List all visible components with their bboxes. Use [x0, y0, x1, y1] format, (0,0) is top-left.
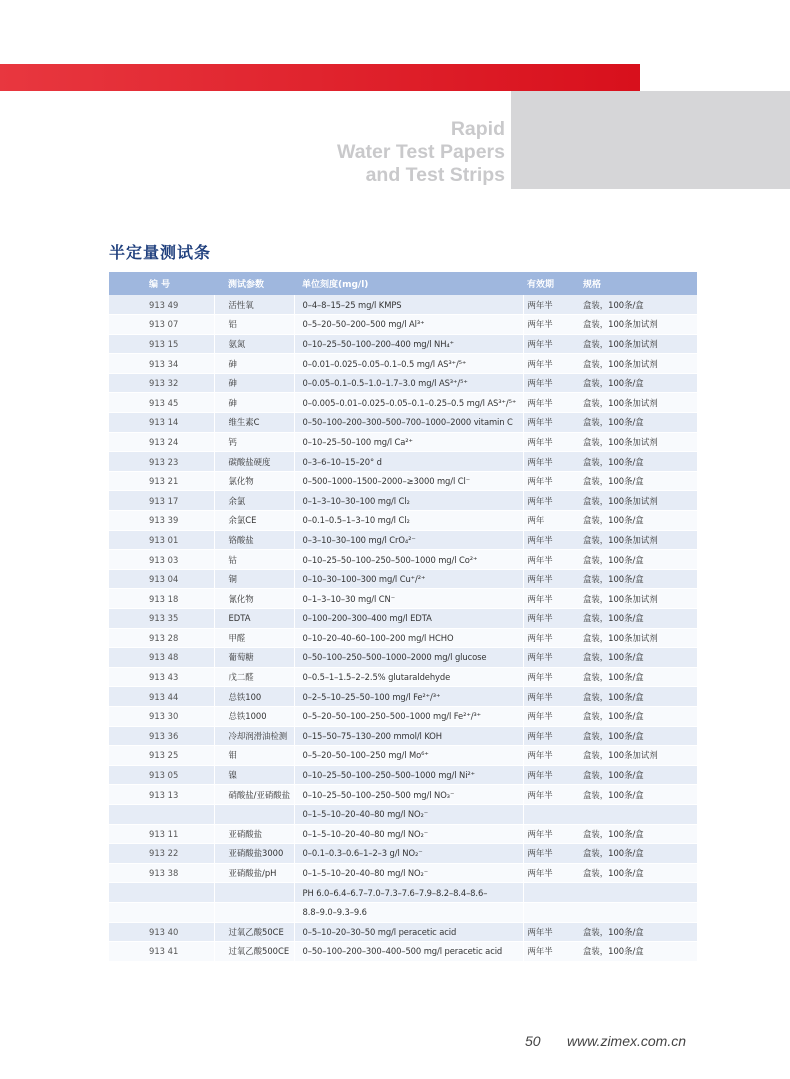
cell-parameter: 氰化物 — [214, 589, 294, 609]
cell-code — [109, 804, 214, 824]
cell-scale: 0–0.5–1–1.5–2–2.5% glutaraldehyde — [294, 667, 523, 687]
table-row — [109, 726, 697, 746]
cell-shelf-life: 两年半 — [523, 569, 579, 589]
table-row — [109, 804, 697, 824]
cell-parameter: 过氧乙酸50CE — [214, 922, 294, 942]
cell-packaging: 盒装，100条/盒 — [579, 844, 697, 864]
cell-parameter: 亚硝酸盐/pH — [214, 863, 294, 883]
cell-parameter: 总铁100 — [214, 687, 294, 707]
cell-shelf-life: 两年半 — [523, 942, 579, 962]
cell-packaging: 盒装，100条/盒 — [579, 511, 697, 531]
table-row — [109, 452, 697, 472]
cell-parameter: 戊二醛 — [214, 667, 294, 687]
cell-packaging: 盒装，100条加试剂 — [579, 530, 697, 550]
cell-shelf-life: 两年半 — [523, 628, 579, 648]
title-line-3: and Test Strips — [365, 164, 505, 186]
cell-scale: 0–0.1–0.5–1–3–10 mg/l Cl₂ — [294, 511, 523, 531]
cell-code: 913 30 — [109, 706, 214, 726]
cell-shelf-life: 两年半 — [523, 295, 579, 315]
cell-parameter: 铝 — [214, 315, 294, 335]
cell-parameter: 总铁1000 — [214, 706, 294, 726]
header-parameter: 测试参数 — [228, 280, 265, 290]
table-row — [109, 432, 697, 452]
product-table — [109, 272, 697, 962]
cell-packaging: 盒装，100条加试剂 — [579, 491, 697, 511]
cell-shelf-life: 两年半 — [523, 922, 579, 942]
cell-shelf-life: 两年半 — [523, 491, 579, 511]
cell-scale: 0–10–30–100–300 mg/l Cu⁺/²⁺ — [294, 569, 523, 589]
cell-parameter: 砷 — [214, 373, 294, 393]
cell-packaging: 盒装，100条/盒 — [579, 824, 697, 844]
cell-shelf-life: 两年半 — [523, 706, 579, 726]
cell-scale: 0–10–20–40–60–100–200 mg/l HCHO — [294, 628, 523, 648]
cell-code: 913 11 — [109, 824, 214, 844]
cell-shelf-life: 两年半 — [523, 648, 579, 668]
cell-code: 913 15 — [109, 334, 214, 354]
cell-scale: 0–5–20–50–100–250–500–1000 mg/l Fe²⁺/³⁺ — [294, 706, 523, 726]
cell-code — [109, 902, 214, 922]
cell-code: 913 17 — [109, 491, 214, 511]
brochure-title — [300, 118, 505, 187]
cell-parameter: 葡萄糖 — [214, 648, 294, 668]
cell-scale: 0–15–50–75–130–200 mmol/l KOH — [294, 726, 523, 746]
cell-code: 913 07 — [109, 315, 214, 335]
cell-packaging: 盒装，100条加试剂 — [579, 354, 697, 374]
cell-code: 913 35 — [109, 609, 214, 629]
cell-packaging: 盒装，100条/盒 — [579, 667, 697, 687]
cell-scale: 0–50–100–200–300–500–700–1000–2000 vitamin C — [294, 413, 523, 433]
table-row — [109, 628, 697, 648]
cell-shelf-life: 两年半 — [523, 354, 579, 374]
cell-code: 913 40 — [109, 922, 214, 942]
cell-code: 913 48 — [109, 648, 214, 668]
table-row — [109, 295, 697, 315]
table-row — [109, 667, 697, 687]
cell-packaging: 盒装，100条/盒 — [579, 706, 697, 726]
header-code: 编 号 — [149, 280, 171, 290]
cell-code: 913 49 — [109, 295, 214, 315]
cell-scale: 0–10–25–50–100 mg/l Ca²⁺ — [294, 432, 523, 452]
cell-parameter: 过氧乙酸500CE — [214, 942, 294, 962]
cell-shelf-life: 两年半 — [523, 589, 579, 609]
table-row — [109, 413, 697, 433]
section-title: 半定量测试条 — [109, 243, 212, 262]
table-row — [109, 609, 697, 629]
page-number: 50 — [525, 1033, 541, 1049]
cell-scale: 0–500–1000–1500–2000–≥3000 mg/l Cl⁻ — [294, 471, 523, 491]
cell-code: 913 34 — [109, 354, 214, 374]
table-row — [109, 844, 697, 864]
cell-parameter: 余氯CE — [214, 511, 294, 531]
cell-shelf-life: 两年半 — [523, 863, 579, 883]
cell-code: 913 14 — [109, 413, 214, 433]
table-row — [109, 706, 697, 726]
cell-code: 913 18 — [109, 589, 214, 609]
cell-packaging: 盒装，100条/盒 — [579, 726, 697, 746]
cell-packaging: 盒装，100条/盒 — [579, 609, 697, 629]
cell-packaging: 盒装，100条加试剂 — [579, 315, 697, 335]
table-row — [109, 491, 697, 511]
cell-scale: 0–5–20–50–200–500 mg/l Al³⁺ — [294, 315, 523, 335]
cell-scale: 0–0.01–0.025–0.05–0.1–0.5 mg/l AS³⁺/⁵⁺ — [294, 354, 523, 374]
cell-scale: 0–50–100–250–500–1000–2000 mg/l glucose — [294, 648, 523, 668]
table-row — [109, 687, 697, 707]
cell-code: 913 28 — [109, 628, 214, 648]
cell-parameter: 钴 — [214, 550, 294, 570]
cell-packaging: 盒装，100条加试剂 — [579, 628, 697, 648]
cell-packaging: 盒装，100条/盒 — [579, 413, 697, 433]
cell-code: 913 23 — [109, 452, 214, 472]
cell-code: 913 01 — [109, 530, 214, 550]
cell-code: 913 44 — [109, 687, 214, 707]
table-row — [109, 785, 697, 805]
cell-code: 913 36 — [109, 726, 214, 746]
cell-shelf-life: 两年半 — [523, 373, 579, 393]
cell-packaging: 盒装，100条/盒 — [579, 550, 697, 570]
cell-packaging: 盒装，100条/盒 — [579, 863, 697, 883]
website-link[interactable]: www.zimex.com.cn — [567, 1033, 687, 1049]
cell-packaging: 盒装，100条/盒 — [579, 942, 697, 962]
cell-parameter: 镍 — [214, 765, 294, 785]
cell-code: 913 32 — [109, 373, 214, 393]
cell-code: 913 41 — [109, 942, 214, 962]
cell-scale: 0–10–25–50–100–200–400 mg/l NH₄⁺ — [294, 334, 523, 354]
cell-shelf-life: 两年半 — [523, 334, 579, 354]
cell-shelf-life: 两年半 — [523, 667, 579, 687]
cell-parameter: 亚硝酸盐 — [214, 824, 294, 844]
cell-code: 913 45 — [109, 393, 214, 413]
cell-shelf-life: 两年半 — [523, 785, 579, 805]
cell-packaging — [579, 902, 697, 922]
table-header-row — [109, 272, 697, 295]
cell-scale: 0–1–3–10–30 mg/l CN⁻ — [294, 589, 523, 609]
cell-scale: 0–10–25–50–100–250–500–1000 mg/l Co²⁺ — [294, 550, 523, 570]
cell-scale: 0–10–25–50–100–250–500 mg/l NO₃⁻ — [294, 785, 523, 805]
table-row — [109, 315, 697, 335]
cell-shelf-life: 两年半 — [523, 765, 579, 785]
cell-shelf-life — [523, 883, 579, 903]
cell-scale: 0–3–10–30–100 mg/l CrO₄²⁻ — [294, 530, 523, 550]
title-line-2: Water Test Papers — [337, 141, 505, 163]
cell-scale: 0–1–5–10–20–40–80 mg/l NO₂⁻ — [294, 824, 523, 844]
cell-parameter: 硝酸盐/亚硝酸盐 — [214, 785, 294, 805]
cell-parameter — [214, 883, 294, 903]
cell-packaging: 盒装，100条/盒 — [579, 569, 697, 589]
table-row — [109, 530, 697, 550]
table-row — [109, 589, 697, 609]
cell-parameter: EDTA — [214, 609, 294, 629]
cell-shelf-life: 两年半 — [523, 393, 579, 413]
cell-code: 913 05 — [109, 765, 214, 785]
cell-shelf-life: 两年半 — [523, 471, 579, 491]
cell-packaging: 盒装，100条/盒 — [579, 452, 697, 472]
cell-shelf-life: 两年 — [523, 511, 579, 531]
cell-parameter: 维生素C — [214, 413, 294, 433]
cell-packaging: 盒装，100条加试剂 — [579, 746, 697, 766]
header-red-bar — [0, 64, 640, 91]
cell-shelf-life: 两年半 — [523, 609, 579, 629]
table-row — [109, 471, 697, 491]
header-scale: 单位刻度(mg/l) — [302, 280, 369, 290]
cell-shelf-life: 两年半 — [523, 413, 579, 433]
cell-code: 913 13 — [109, 785, 214, 805]
cell-shelf-life: 两年半 — [523, 530, 579, 550]
cell-packaging: 盒装，100条加试剂 — [579, 432, 697, 452]
cell-parameter: 甲醛 — [214, 628, 294, 648]
cell-code — [109, 883, 214, 903]
table-row — [109, 373, 697, 393]
table-row — [109, 648, 697, 668]
cell-scale: 0–5–20–50–100–250 mg/l Mo⁶⁺ — [294, 746, 523, 766]
cell-parameter: 氯化物 — [214, 471, 294, 491]
cell-code: 913 03 — [109, 550, 214, 570]
cell-packaging: 盒装，100条/盒 — [579, 687, 697, 707]
cell-shelf-life: 两年半 — [523, 824, 579, 844]
cell-scale: 0–10–25–50–100–250–500–1000 mg/l Ni²⁺ — [294, 765, 523, 785]
cell-parameter: 钙 — [214, 432, 294, 452]
cell-packaging: 盒装，100条/盒 — [579, 648, 697, 668]
cell-scale: 0–50–100–200–300–400–500 mg/l peracetic acid — [294, 942, 523, 962]
cell-code: 913 21 — [109, 471, 214, 491]
cell-shelf-life — [523, 804, 579, 824]
cell-packaging: 盒装，100条/盒 — [579, 765, 697, 785]
cell-packaging: 盒装，100条加试剂 — [579, 393, 697, 413]
cell-scale: 0–100–200–300–400 mg/l EDTA — [294, 609, 523, 629]
cell-packaging: 盒装，100条加试剂 — [579, 589, 697, 609]
table-row — [109, 354, 697, 374]
cell-packaging: 盒装，100条/盒 — [579, 471, 697, 491]
cell-packaging: 盒装，100条/盒 — [579, 295, 697, 315]
cell-scale: PH 6.0–6.4–6.7–7.0–7.3–7.6–7.9–8.2–8.4–8.6– — [294, 883, 523, 903]
title-line-1: Rapid — [450, 118, 505, 140]
cell-code: 913 38 — [109, 863, 214, 883]
table-row — [109, 824, 697, 844]
cell-parameter: 冷却润滑油检测 — [214, 726, 294, 746]
cell-parameter: 铬酸盐 — [214, 530, 294, 550]
cell-packaging: 盒装，100条/盒 — [579, 373, 697, 393]
cell-shelf-life: 两年半 — [523, 550, 579, 570]
cell-packaging — [579, 883, 697, 903]
table-row — [109, 765, 697, 785]
cell-code: 913 25 — [109, 746, 214, 766]
cell-packaging: 盒装，100条/盒 — [579, 785, 697, 805]
cell-packaging — [579, 804, 697, 824]
header-shelf-life: 有效期 — [527, 280, 555, 290]
cell-scale: 0–1–5–10–20–40–80 mg/l NO₂⁻ — [294, 863, 523, 883]
cell-parameter — [214, 804, 294, 824]
cell-shelf-life: 两年半 — [523, 844, 579, 864]
header-packaging: 规格 — [583, 280, 602, 290]
table-body — [109, 295, 697, 961]
header-gray-block — [511, 91, 790, 189]
cell-parameter: 铜 — [214, 569, 294, 589]
cell-parameter: 钼 — [214, 746, 294, 766]
table-row — [109, 746, 697, 766]
table-row — [109, 511, 697, 531]
cell-shelf-life: 两年半 — [523, 452, 579, 472]
cell-shelf-life: 两年半 — [523, 315, 579, 335]
cell-shelf-life: 两年半 — [523, 726, 579, 746]
cell-scale: 0–4–8–15–25 mg/l KMPS — [294, 295, 523, 315]
table-row — [109, 569, 697, 589]
cell-parameter: 碳酸盐硬度 — [214, 452, 294, 472]
cell-scale: 0–1–3–10–30–100 mg/l Cl₂ — [294, 491, 523, 511]
table-row — [109, 863, 697, 883]
cell-scale: 0–1–5–10–20–40–80 mg/l NO₂⁻ — [294, 804, 523, 824]
cell-parameter: 氨氮 — [214, 334, 294, 354]
cell-scale: 0–3–6–10–15–20° d — [294, 452, 523, 472]
table-row — [109, 883, 697, 903]
cell-parameter: 余氯 — [214, 491, 294, 511]
table-row — [109, 550, 697, 570]
cell-parameter: 亚硝酸盐3000 — [214, 844, 294, 864]
cell-code: 913 22 — [109, 844, 214, 864]
cell-packaging: 盒装，100条/盒 — [579, 922, 697, 942]
cell-scale: 0–0.05–0.1–0.5–1.0–1.7–3.0 mg/l AS³⁺/⁵⁺ — [294, 373, 523, 393]
cell-code: 913 43 — [109, 667, 214, 687]
cell-parameter: 活性氧 — [214, 295, 294, 315]
cell-shelf-life: 两年半 — [523, 746, 579, 766]
cell-parameter — [214, 902, 294, 922]
cell-code: 913 04 — [109, 569, 214, 589]
cell-code: 913 24 — [109, 432, 214, 452]
cell-scale: 0–0.005–0.01–0.025–0.05–0.1–0.25–0.5 mg/l AS³⁺/⁵⁺ — [294, 393, 523, 413]
cell-parameter: 砷 — [214, 354, 294, 374]
cell-packaging: 盒装，100条加试剂 — [579, 334, 697, 354]
cell-scale: 8.8–9.0–9.3–9.6 — [294, 902, 523, 922]
table-row — [109, 922, 697, 942]
cell-scale: 0–2–5–10–25–50–100 mg/l Fe²⁺/³⁺ — [294, 687, 523, 707]
cell-shelf-life — [523, 902, 579, 922]
cell-shelf-life: 两年半 — [523, 687, 579, 707]
cell-code: 913 39 — [109, 511, 214, 531]
table-row — [109, 942, 697, 962]
table-row — [109, 393, 697, 413]
cell-scale: 0–0.1–0.3–0.6–1–2–3 g/l NO₂⁻ — [294, 844, 523, 864]
cell-shelf-life: 两年半 — [523, 432, 579, 452]
cell-parameter: 砷 — [214, 393, 294, 413]
cell-scale: 0–5–10–20–30–50 mg/l peracetic acid — [294, 922, 523, 942]
table-row — [109, 334, 697, 354]
table-row — [109, 902, 697, 922]
